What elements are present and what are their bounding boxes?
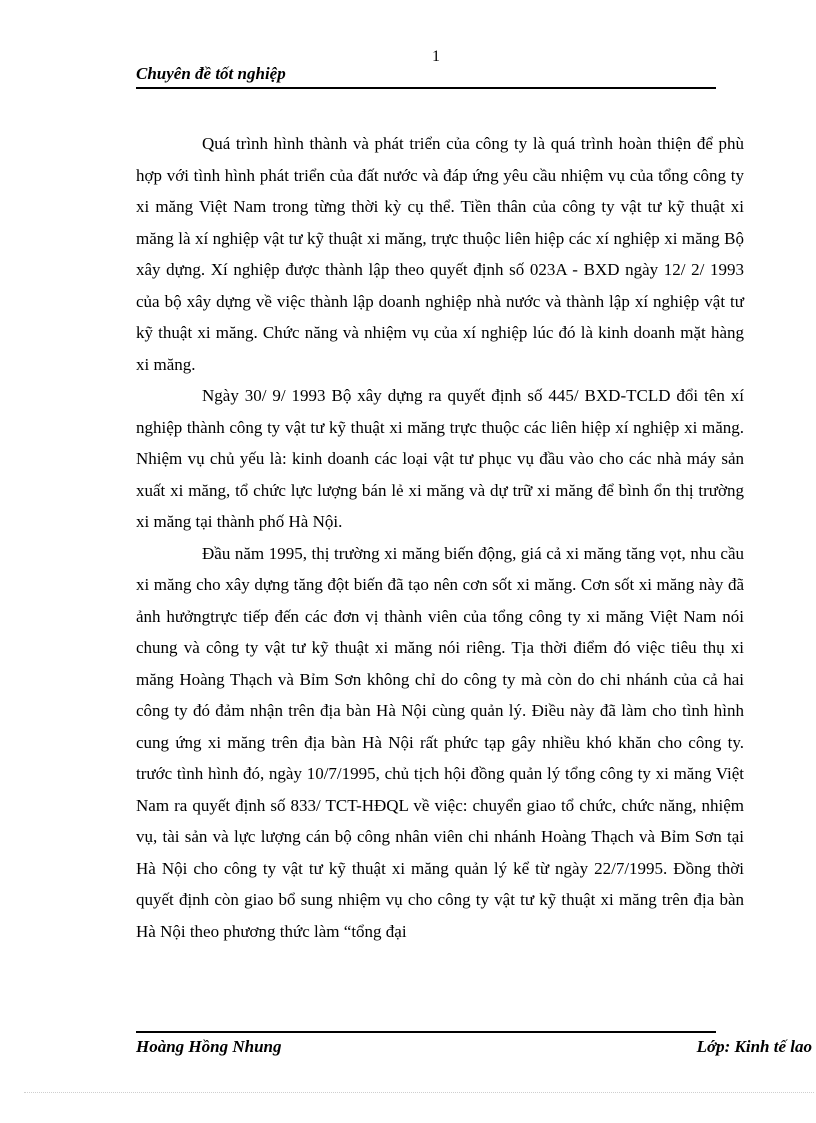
page-header-title: Chuyên đề tốt nghiệp	[136, 64, 716, 89]
paragraph-1: Quá trình hình thành và phát triển của công ty là quá trình hoàn thiện để phù hợp với tình hình phát triển của đất nước và đáp ứng yêu cầu nhiệm vụ của tổng công ty xi măng Việt Nam trong từng thời kỳ cụ thể. Tiền thân của công ty vật tư kỹ thuật xi măng là xí nghiệp vật tư kỹ thuật xi măng, trực thuộc liên hiệp các xí nghiệp xi măng Bộ xây dựng. Xí nghiệp được thành lập theo quyết định số 023A - BXD ngày 12/ 2/ 1993 của bộ xây dựng về việc thành lập doanh nghiệp nhà nước và thành lập xí nghiệp vật tư kỹ thuật xi măng. Chức năng và nhiệm vụ của xí nghiệp lúc đó là kinh doanh mặt hàng xi măng.	[136, 134, 744, 374]
footer-author: Hoàng Hồng Nhung	[136, 1037, 282, 1056]
paragraph-3: Đầu năm 1995, thị trường xi măng biến động, giá cả xi măng tăng vọt, nhu cầu xi măng cho xây dựng tăng đột biến đã tạo nên cơn sốt xi măng. Cơn sốt xi măng này đã ảnh hưởngtrực tiếp đến các đơn vị thành viên của tổng công ty xi măng Việt Nam nói chung và công ty vật tư kỹ thuật xi măng nói riêng. Tịa thời điểm đó việc tiêu thụ xi măng Hoàng Thạch và Bỉm Sơn không chỉ do công ty mà còn do chi nhánh của cả hai công ty đó đảm nhận trên địa bàn Hà Nội cùng quản lý. Điều này đã làm cho tình hình cung ứng xi măng trên địa bàn Hà Nội rất phức tạp gây nhiều khó khăn cho công ty. trước tình hình đó, ngày 10/7/1995, chủ tịch hội đồng quản lý tổng công ty xi măng Việt Nam ra quyết định số 833/ TCT-HĐQL về việc: chuyển giao tổ chức, chức năng, nhiệm vụ, tài sản và lực lượng cán bộ công nhân viên chi nhánh Hoàng Thạch và Bỉm Sơn tại Hà Nội cho công ty vật tư kỹ thuật xi măng quản lý kể từ ngày 22/7/1995. Đồng thời quyết định còn giao bổ sung nhiệm vụ cho công ty vật tư kỹ thuật xi măng trên địa bàn Hà Nội theo phương thức làm “tổng đại	[136, 543, 744, 941]
page-bottom-dotted-line	[24, 1092, 814, 1093]
footer-divider	[136, 1031, 716, 1033]
paragraph-2: Ngày 30/ 9/ 1993 Bộ xây dựng ra quyết định số 445/ BXD-TCLD đổi tên xí nghiệp thành công ty vật tư kỹ thuật xi măng trực thuộc các liên hiệp xí nghiệp xi măng. Nhiệm vụ chủ yếu là: kinh doanh các loại vật tư phục vụ đầu vào cho các nhà máy sản xuất xi măng, tổ chức lực lượng bán lẻ xi măng và dự trữ xi măng để bình ổn thị trường xi măng tại thành phố Hà Nội.	[136, 386, 744, 531]
document-body	[136, 128, 744, 947]
page-number: 1	[432, 48, 440, 65]
footer-class: Lớp: Kinh tế lao	[696, 1037, 812, 1056]
